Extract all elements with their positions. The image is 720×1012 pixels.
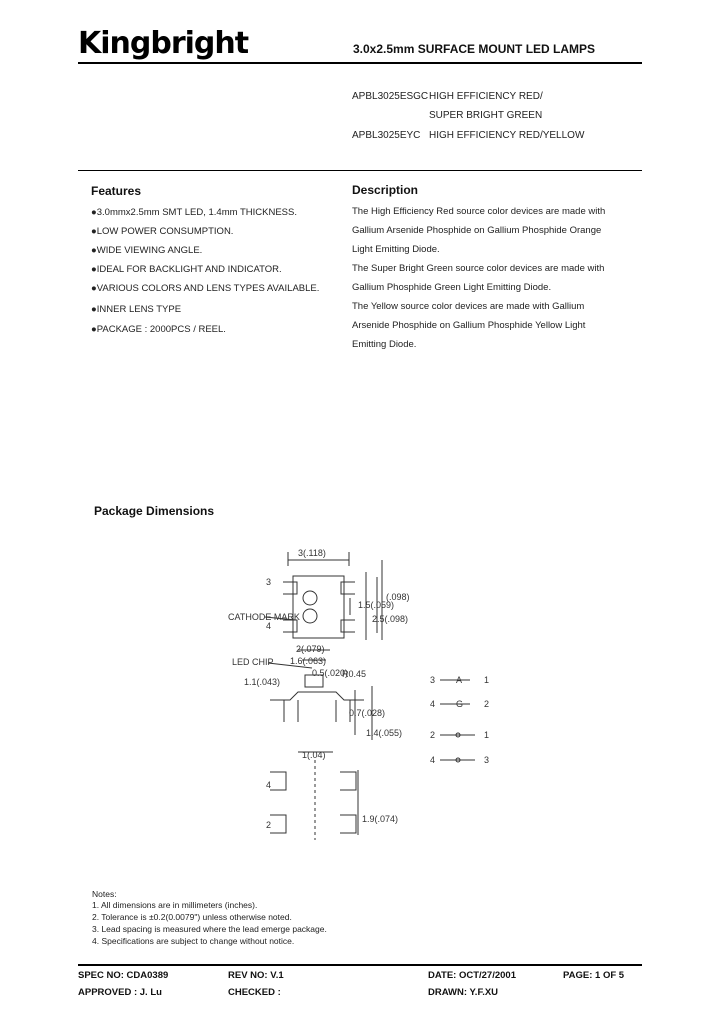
description-line: The Super Bright Green source color devices are made with	[352, 263, 605, 274]
circuit-pin: 1	[484, 675, 490, 685]
footprint-pin-2-label: 2	[266, 820, 272, 830]
feature-item: ●PACKAGE : 2000PCS / REEL.	[91, 324, 226, 335]
description-line: The High Efficiency Red source color devices are made with	[352, 206, 606, 217]
description-line: Gallium Arsenide Phosphide on Gallium Phosphide Orange	[352, 225, 602, 236]
note-line: 3. Lead spacing is measured where the lead emerge package.	[92, 924, 327, 934]
circuit-pin: 4	[430, 699, 436, 709]
led-chip-label: LED CHIP	[232, 657, 274, 667]
footprint-pad-2	[270, 815, 286, 833]
pin-3-label: 3	[266, 577, 272, 587]
dim-0-5: 0.5(.020)	[312, 668, 349, 678]
drawn: DRAWN: Y.F.XU	[428, 987, 499, 998]
footprint-pad-3	[340, 772, 356, 790]
dim-1-1: 1.1(.043)	[244, 677, 281, 687]
rev-no: REV NO: V.1	[228, 970, 284, 981]
footprint-pad-4	[270, 772, 286, 790]
dim-1-9: 1.9(.074)	[362, 814, 399, 824]
lens-lower	[303, 609, 317, 623]
note-line: 2. Tolerance is ±0.2(0.0079") unless otherwise noted.	[92, 912, 292, 922]
footprint-pin-4-label: 4	[266, 780, 272, 790]
feature-item: ●3.0mmx2.5mm SMT LED, 1.4mm THICKNESS.	[91, 207, 297, 218]
description-line: Emitting Diode.	[352, 339, 417, 350]
part-number-1: APBL3025ESGC	[352, 91, 429, 102]
feature-text: VARIOUS COLORS AND LENS TYPES AVAILABLE.	[96, 283, 320, 294]
notes-heading: Notes:	[92, 889, 117, 899]
circuit-pin: 3	[484, 755, 490, 765]
dim-1: 1(.04)	[302, 750, 326, 760]
circuit-pin: 1	[484, 730, 490, 740]
feature-text: INNER LENS TYPE	[96, 304, 182, 315]
feature-item: ●VARIOUS COLORS AND LENS TYPES AVAILABLE.	[91, 283, 320, 294]
feature-item: ●IDEAL FOR BACKLIGHT AND INDICATOR.	[91, 264, 282, 275]
package-heading: Package Dimensions	[94, 504, 215, 518]
pad-1	[341, 582, 355, 594]
date: DATE: OCT/27/2001	[428, 970, 516, 981]
pin-4-label: 4	[266, 621, 272, 631]
circuit-pin: 4	[430, 755, 436, 765]
spec-no: SPEC NO: CDA0389	[78, 970, 169, 981]
page-number: PAGE: 1 OF 5	[563, 970, 625, 981]
circuit-pin: 3	[430, 675, 436, 685]
dim-width: 3(.118)	[298, 548, 326, 558]
feature-text: PACKAGE : 2000PCS / REEL.	[96, 324, 226, 335]
feature-item: ●LOW POWER CONSUMPTION.	[91, 226, 234, 237]
dim-1-5: 1.5(.059)	[358, 600, 395, 610]
led-top-view	[293, 576, 344, 638]
description-heading: Description	[352, 183, 419, 197]
led-side-view	[270, 692, 364, 700]
description-line: The Yellow source color devices are made with Gallium	[352, 301, 585, 312]
circuit-pin: A	[456, 675, 463, 685]
feature-item: ●INNER LENS TYPE	[91, 304, 182, 315]
feature-text: 3.0mmx2.5mm SMT LED, 1.4mm THICKNESS.	[96, 207, 297, 218]
feature-text: IDEAL FOR BACKLIGHT AND INDICATOR.	[96, 264, 282, 275]
features-heading: Features	[91, 184, 142, 198]
document-title: 3.0x2.5mm SURFACE MOUNT LED LAMPS	[353, 42, 596, 56]
circuit-pin: 2	[484, 699, 490, 709]
footprint-pad-1	[340, 815, 356, 833]
part-desc-2: SUPER BRIGHT GREEN	[429, 110, 543, 121]
lens-upper	[303, 591, 317, 605]
part-desc-3: HIGH EFFICIENCY RED/YELLOW	[429, 130, 585, 141]
dim-2: 2(.079)	[296, 644, 325, 654]
description-line: Light Emitting Diode.	[352, 244, 440, 255]
circuit-pin: G	[456, 699, 464, 709]
note-line: 1. All dimensions are in millimeters (inches).	[92, 900, 258, 910]
footer-divider	[78, 964, 642, 966]
dim-0-7: 0.7(.028)	[349, 708, 386, 718]
dim-098: (.098)	[386, 592, 410, 602]
dim-1-6: 1.6(.063)	[290, 656, 327, 666]
feature-text: LOW POWER CONSUMPTION.	[96, 226, 234, 237]
part-number-2: APBL3025EYC	[352, 130, 421, 141]
part-desc-1: HIGH EFFICIENCY RED/	[429, 91, 543, 102]
approved: APPROVED : J. Lu	[78, 987, 162, 998]
feature-item: ●WIDE VIEWING ANGLE.	[91, 245, 203, 256]
pad-2	[341, 620, 355, 632]
dim-2-5: 2.5(.098)	[372, 614, 409, 624]
pad-3	[283, 582, 297, 594]
description-line: Gallium Phosphide Green Light Emitting Diode.	[352, 282, 552, 293]
feature-text: WIDE VIEWING ANGLE.	[96, 245, 203, 256]
dim-1-4: 1.4(.055)	[366, 728, 403, 738]
note-line: 4. Specifications are subject to change without notice.	[92, 936, 295, 946]
description-line: Arsenide Phosphide on Gallium Phosphide Yellow Light	[352, 320, 586, 331]
circuit-pin: 2	[430, 730, 436, 740]
brand-logo: Kingbright	[78, 26, 249, 61]
cathode-mark-label: CATHODE MARK	[228, 612, 300, 622]
dim-r: R0.45	[342, 669, 367, 679]
checked: CHECKED :	[228, 987, 281, 998]
